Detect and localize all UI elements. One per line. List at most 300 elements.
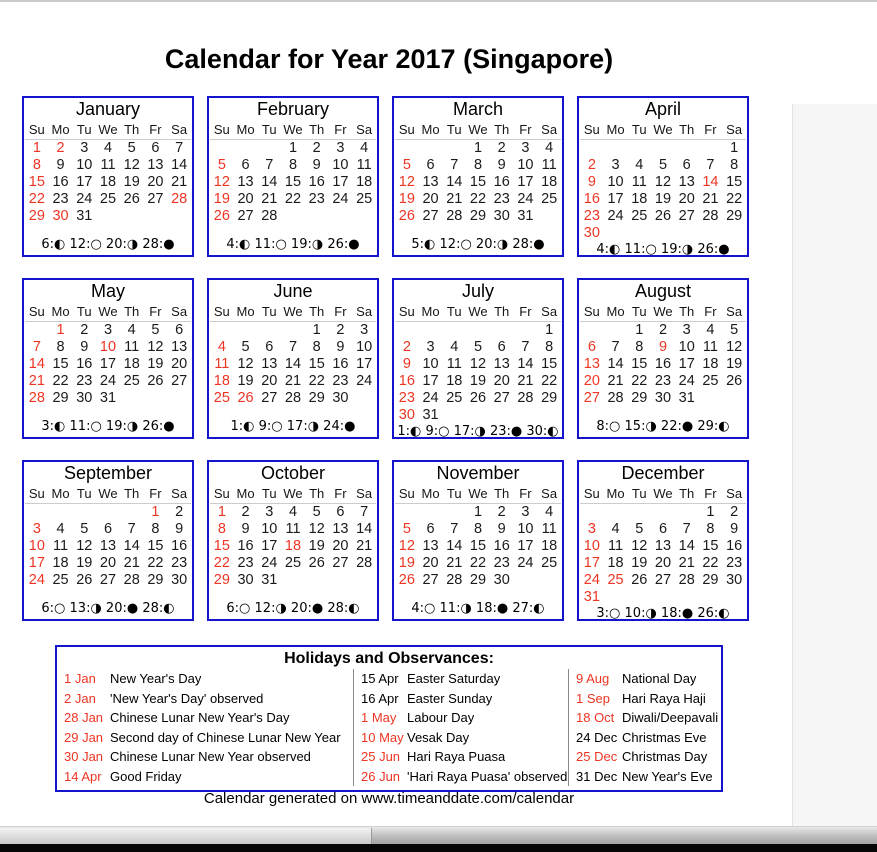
holiday-row (569, 767, 721, 787)
day-cell: 4 (545, 140, 554, 156)
weekday-label: Th (124, 304, 140, 319)
weekday-label: We (283, 486, 303, 501)
day-cell: 5 (658, 157, 668, 173)
day-cell: 23 (493, 191, 510, 207)
day-cell: 19 (398, 191, 415, 207)
holiday-name: Hari Raya Puasa (407, 749, 506, 764)
day-cell-empty (120, 504, 144, 521)
day-cell: 1 (635, 322, 644, 338)
day-cell: 15 (147, 538, 164, 554)
day-cell: 8 (288, 157, 298, 173)
day-cell: 18 (631, 191, 648, 207)
day-cell: 19 (726, 356, 743, 372)
day-cell: 1 (151, 504, 160, 520)
day-cell-empty (675, 504, 699, 521)
day-cell: 7 (32, 339, 41, 355)
weekday-label: Th (679, 304, 695, 319)
weekday-label: We (98, 486, 118, 501)
month-title: November (436, 463, 520, 483)
weekday-label: Th (309, 486, 325, 501)
month-title: July (461, 281, 494, 301)
day-cell: 10 (76, 157, 93, 173)
day-cell: 25 (99, 191, 117, 207)
day-cell: 17 (76, 174, 93, 190)
day-cell: 24 (28, 572, 45, 588)
weekday-label: Mo (606, 304, 625, 319)
day-cell: 8 (151, 521, 160, 537)
weekday-label: Mo (51, 122, 70, 137)
day-cell: 13 (171, 339, 188, 355)
day-cell: 10 (261, 521, 278, 537)
holiday-name: Christmas Day (622, 749, 708, 764)
day-cell: 26 (631, 572, 648, 588)
day-cell: 6 (426, 521, 435, 537)
holiday-row (354, 708, 568, 728)
weekday-label: Mo (421, 486, 440, 501)
day-cell: 5 (730, 322, 739, 338)
day-cell: 12 (398, 538, 415, 554)
day-cell: 21 (446, 555, 463, 571)
day-cell: 28 (123, 572, 140, 588)
day-cell: 26 (237, 390, 254, 406)
day-cell: 16 (493, 538, 510, 554)
day-cell-empty (395, 322, 419, 339)
month-box (577, 96, 749, 257)
month-days (25, 504, 191, 589)
weekday-label: We (468, 122, 488, 137)
month-days (25, 322, 191, 407)
day-cell: 9 (241, 521, 250, 537)
weekday-label: Tu (446, 122, 462, 137)
weekday-label: Tu (76, 122, 92, 137)
day-cell: 8 (473, 157, 483, 173)
weekday-label: Sa (541, 486, 558, 501)
day-cell: 16 (308, 174, 325, 190)
horizontal-scrollbar[interactable] (0, 826, 877, 844)
day-cell: 6 (103, 521, 113, 537)
month-box (22, 460, 194, 621)
day-cell: 28 (28, 390, 45, 406)
day-cell: 3 (80, 140, 89, 156)
day-cell: 7 (450, 521, 459, 537)
day-cell: 17 (28, 555, 45, 571)
day-cell: 30 (583, 225, 600, 241)
weekday-label: Mo (421, 304, 440, 319)
day-cell: 28 (261, 208, 278, 224)
month-title: December (621, 463, 705, 483)
day-cell: 13 (332, 521, 349, 537)
holiday-name: Christmas Eve (622, 729, 707, 745)
day-cell: 3 (682, 322, 691, 338)
month-days (395, 504, 561, 589)
day-cell: 14 (517, 356, 534, 372)
day-cell: 25 (541, 191, 558, 207)
day-cell: 17 (261, 538, 278, 554)
day-cell: 27 (678, 208, 695, 224)
day-cell: 11 (608, 538, 624, 554)
day-cell: 27 (147, 191, 164, 207)
day-cell: 30 (171, 572, 188, 588)
day-cell: 11 (446, 356, 462, 372)
day-cell: 8 (635, 339, 644, 355)
holiday-row (569, 689, 721, 709)
weekday-label: Fr (149, 122, 162, 137)
weekday-label: Fr (519, 486, 532, 501)
day-cell: 29 (147, 572, 164, 588)
holiday-date: 2 Jan (64, 690, 96, 706)
month-title: March (452, 99, 503, 119)
day-cell: 24 (99, 373, 117, 389)
day-cell: 5 (402, 157, 411, 173)
scrollbar-thumb[interactable] (0, 828, 372, 844)
day-cell: 5 (473, 339, 483, 355)
weekday-header (580, 121, 746, 140)
holiday-date: 1 Sep (576, 690, 610, 706)
day-cell: 20 (583, 373, 600, 389)
holiday-date: 10 May (361, 729, 404, 745)
day-cell: 22 (147, 555, 164, 571)
day-cell: 25 (631, 208, 648, 224)
holiday-row (354, 747, 568, 767)
day-cell: 15 (702, 538, 719, 554)
day-cell: 22 (284, 191, 302, 207)
day-cell: 11 (541, 157, 557, 173)
day-cell: 22 (631, 373, 648, 389)
weekday-label: Th (309, 122, 325, 137)
moon-phase-line: 3:○ 10:◑ 18:● 26:◐ (596, 606, 730, 621)
day-cell: 31 (678, 390, 695, 406)
footer-note: Calendar generated on www.timeanddate.com/calendar (203, 790, 575, 807)
day-cell: 12 (123, 157, 140, 173)
day-cell: 4 (635, 157, 644, 173)
day-cell: 20 (678, 191, 695, 207)
day-cell: 5 (402, 521, 411, 537)
weekday-header (210, 303, 376, 322)
day-cell: 1 (473, 504, 483, 520)
day-cell: 22 (541, 373, 558, 389)
day-cell: 16 (654, 356, 672, 372)
weekday-label: Mo (421, 122, 440, 137)
day-cell-empty (72, 504, 96, 521)
day-cell: 24 (607, 208, 624, 224)
holiday-name: Labour Day (407, 710, 475, 725)
weekday-label: Su (583, 122, 600, 137)
weekday-label: Su (583, 304, 600, 319)
day-cell: 22 (28, 191, 45, 207)
day-cell: 1 (56, 322, 65, 338)
day-cell: 28 (446, 208, 463, 224)
day-cell: 26 (469, 390, 487, 406)
day-cell-empty (442, 140, 466, 157)
day-cell: 31 (76, 208, 93, 224)
weekday-label: We (468, 304, 488, 319)
day-cell: 14 (446, 538, 463, 554)
holidays-column (353, 669, 568, 786)
moon-phase-line: 4:◐ 11:○ 19:◑ 26:● (596, 242, 730, 257)
day-cell: 27 (422, 572, 439, 588)
day-cell: 21 (284, 373, 302, 389)
weekday-label: We (468, 486, 488, 501)
holiday-row (57, 728, 353, 748)
day-cell: 12 (631, 538, 648, 554)
day-cell: 18 (99, 174, 117, 190)
month-box (22, 278, 194, 439)
weekday-label: We (653, 304, 673, 319)
day-cell: 28 (284, 390, 302, 406)
day-cell: 5 (127, 140, 136, 156)
day-cell: 22 (702, 555, 719, 571)
weekday-header (395, 303, 561, 322)
weekday-header (580, 485, 746, 504)
day-cell: 14 (678, 538, 695, 554)
day-cell: 2 (730, 504, 739, 520)
day-cell: 20 (99, 555, 117, 571)
day-cell: 10 (607, 174, 624, 190)
day-cell: 21 (678, 555, 695, 571)
holidays-title: Holidays and Observances: (284, 650, 494, 667)
day-cell: 8 (730, 157, 739, 173)
holidays-column (568, 669, 721, 786)
holiday-date: 26 Jun (361, 768, 401, 784)
day-cell: 14 (356, 521, 373, 537)
day-cell: 23 (171, 555, 188, 571)
weekday-label: We (653, 122, 673, 137)
holiday-date: 30 Jan (64, 749, 104, 764)
day-cell: 26 (308, 555, 325, 571)
day-cell: 12 (654, 174, 672, 190)
day-cell: 13 (583, 356, 600, 372)
holiday-row (569, 669, 721, 689)
day-cell: 18 (52, 555, 69, 571)
month-days (580, 140, 746, 242)
day-cell: 22 (726, 191, 743, 207)
weekday-header (25, 303, 191, 322)
day-cell: 25 (446, 390, 463, 406)
day-cell-empty (604, 504, 628, 521)
day-cell: 2 (241, 504, 250, 520)
day-cell: 29 (702, 572, 719, 588)
weekday-label: Th (494, 486, 510, 501)
day-cell: 8 (473, 521, 483, 537)
day-cell: 13 (422, 174, 439, 190)
weekday-label: Fr (334, 122, 347, 137)
weekday-label: Mo (236, 486, 255, 501)
day-cell: 21 (517, 373, 534, 389)
day-cell: 18 (541, 174, 558, 190)
day-cell: 9 (175, 521, 184, 537)
weekday-header (580, 303, 746, 322)
day-cell: 17 (99, 356, 117, 372)
day-cell: 27 (171, 373, 188, 389)
day-cell: 3 (521, 140, 530, 156)
weekday-label: Fr (519, 122, 532, 137)
day-cell: 9 (497, 157, 506, 173)
holiday-name: National Day (622, 671, 697, 686)
day-cell: 17 (607, 191, 624, 207)
day-cell: 27 (261, 390, 278, 406)
day-cell: 16 (493, 174, 510, 190)
weekday-label: Sa (726, 304, 743, 319)
day-cell: 23 (726, 555, 743, 571)
day-cell: 3 (360, 322, 369, 338)
day-cell: 2 (497, 504, 506, 520)
weekday-label: Th (494, 122, 510, 137)
day-cell-empty (257, 322, 281, 339)
day-cell: 16 (171, 538, 188, 554)
weekday-label: Sa (171, 122, 188, 137)
weekday-label: We (98, 304, 118, 319)
holiday-name: Good Friday (110, 768, 182, 784)
day-cell: 3 (521, 504, 530, 520)
day-cell: 7 (127, 521, 136, 537)
day-cell: 25 (213, 390, 230, 406)
weekday-header (210, 121, 376, 140)
day-cell: 20 (493, 373, 510, 389)
holiday-name: Diwali/Deepavali (622, 710, 719, 725)
top-edge-line (0, 0, 877, 2)
day-cell: 6 (682, 157, 691, 173)
day-cell-empty (49, 504, 73, 521)
holiday-name: Vesak Day (407, 729, 470, 745)
day-cell: 14 (607, 356, 624, 372)
weekday-header (25, 485, 191, 504)
weekday-label: Sa (541, 304, 558, 319)
day-cell: 27 (332, 555, 349, 571)
holiday-row (354, 669, 568, 689)
day-cell: 2 (587, 157, 596, 173)
weekday-label: Tu (76, 304, 92, 319)
weekday-label: Su (28, 486, 45, 501)
day-cell: 4 (706, 322, 715, 338)
weekday-label: Th (124, 486, 140, 501)
weekday-label: Sa (541, 122, 558, 137)
page-title: Calendar for Year 2017 (Singapore) (164, 44, 614, 74)
day-cell: 2 (402, 339, 411, 355)
weekday-label: Fr (704, 122, 717, 137)
day-cell-empty (627, 504, 651, 521)
day-cell: 21 (446, 191, 463, 207)
holiday-date: 25 Dec (576, 749, 618, 764)
day-cell: 29 (469, 572, 487, 588)
day-cell: 14 (123, 538, 140, 554)
day-cell: 24 (517, 555, 534, 571)
day-cell: 24 (76, 191, 93, 207)
day-cell-empty (281, 322, 305, 339)
day-cell: 20 (147, 174, 164, 190)
day-cell: 29 (631, 390, 648, 406)
holiday-date: 1 Jan (64, 671, 96, 686)
day-cell: 17 (583, 555, 600, 571)
weekday-label: Mo (606, 486, 625, 501)
holiday-name: Easter Saturday (407, 671, 501, 686)
day-cell: 7 (175, 140, 184, 156)
day-cell: 1 (545, 322, 554, 338)
day-cell: 10 (332, 157, 349, 173)
day-cell: 8 (217, 521, 226, 537)
weekday-label: Sa (171, 486, 188, 501)
weekday-label: Su (28, 304, 45, 319)
weekday-label: Tu (261, 486, 277, 501)
day-cell: 24 (583, 572, 600, 588)
day-cell-empty (419, 322, 443, 339)
day-cell: 24 (422, 390, 439, 406)
holiday-date: 25 Jun (361, 749, 401, 764)
holiday-date: 24 Dec (576, 729, 618, 745)
day-cell: 20 (171, 356, 188, 372)
day-cell: 14 (284, 356, 302, 372)
holiday-name: 'New Year's Day' observed (110, 690, 264, 706)
day-cell: 6 (658, 521, 668, 537)
weekday-label: Tu (631, 304, 647, 319)
day-cell: 13 (99, 538, 117, 554)
holiday-date: 1 May (361, 710, 397, 725)
day-cell-empty (96, 504, 120, 521)
window-bottom-bar (0, 844, 877, 852)
weekday-label: Su (213, 486, 230, 501)
day-cell: 12 (213, 174, 230, 190)
month-box (392, 278, 564, 439)
day-cell-empty (25, 504, 49, 521)
day-cell: 9 (336, 339, 345, 355)
day-cell: 28 (607, 390, 624, 406)
day-cell: 5 (151, 322, 160, 338)
day-cell: 16 (52, 174, 69, 190)
day-cell: 16 (76, 356, 93, 372)
day-cell: 19 (308, 538, 325, 554)
day-cell: 3 (426, 339, 435, 355)
day-cell: 15 (631, 356, 648, 372)
weekday-label: Sa (356, 304, 373, 319)
day-cell: 14 (28, 356, 45, 372)
day-cell: 19 (147, 356, 164, 372)
day-cell: 12 (398, 174, 415, 190)
day-cell: 29 (726, 208, 743, 224)
day-cell-empty (675, 140, 699, 157)
day-cell: 13 (147, 157, 164, 173)
day-cell: 23 (583, 208, 600, 224)
day-cell: 27 (237, 208, 254, 224)
day-cell: 25 (52, 572, 69, 588)
day-cell: 13 (654, 538, 672, 554)
day-cell: 25 (607, 572, 624, 588)
holiday-row (354, 689, 568, 709)
day-cell: 27 (583, 390, 600, 406)
day-cell: 17 (517, 174, 534, 190)
day-cell: 4 (217, 339, 226, 355)
weekday-label: Mo (51, 304, 70, 319)
holiday-name: Chinese Lunar New Year observed (110, 749, 311, 764)
holiday-name: 'Hari Raya Puasa' observed (407, 768, 568, 784)
day-cell: 25 (702, 373, 719, 389)
day-cell-empty (604, 140, 628, 157)
day-cell: 24 (332, 191, 349, 207)
day-cell: 30 (654, 390, 672, 406)
weekday-label: We (653, 486, 673, 501)
day-cell: 23 (76, 373, 93, 389)
day-cell: 26 (123, 191, 140, 207)
day-cell: 19 (123, 174, 140, 190)
day-cell: 10 (517, 521, 534, 537)
weekday-label: We (283, 304, 303, 319)
day-cell: 7 (360, 504, 369, 520)
month-title: May (90, 281, 125, 301)
day-cell: 31 (261, 572, 278, 588)
weekday-label: Th (679, 486, 695, 501)
day-cell: 3 (265, 504, 274, 520)
weekday-label: Tu (631, 122, 647, 137)
weekday-label: We (98, 122, 118, 137)
day-cell-empty (419, 504, 443, 521)
